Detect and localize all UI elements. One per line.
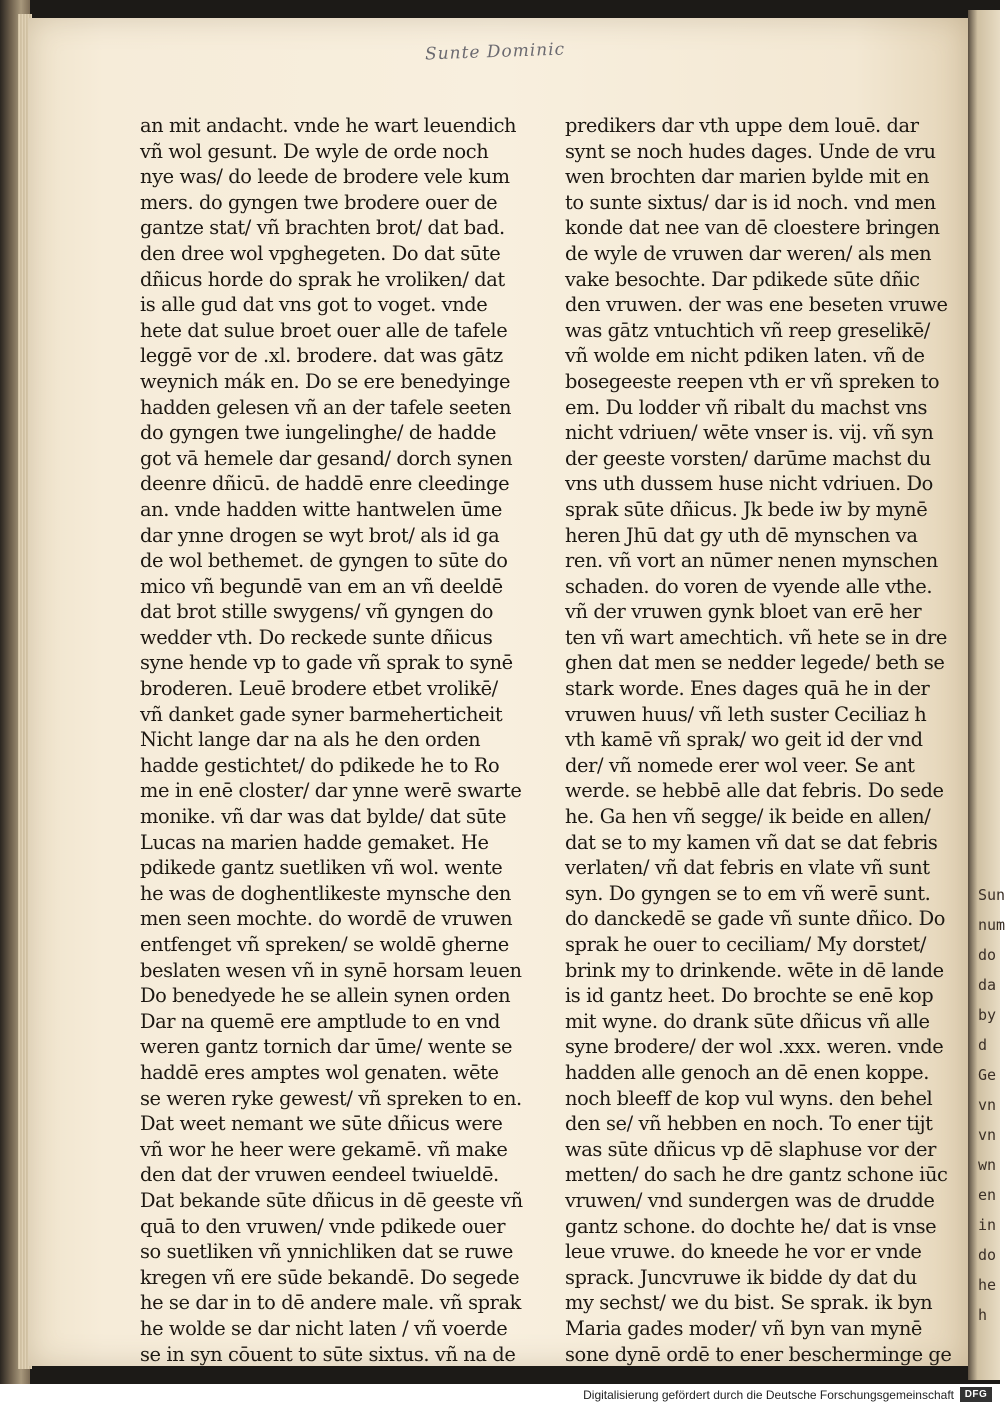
text-line: den se/ vñ hebben en noch. To ener tijt [565,1112,933,1136]
footer-bar [0,1384,1000,1406]
text-line: sprack. Juncvruwe ik bidde dy dat du [565,1265,917,1289]
text-line: sprak sūte dñicus. Jk bede iw by mynē [565,497,928,521]
text-line: brink my to drinkende. wēte in dē lande [565,958,944,982]
text-line: synt se noch hudes dages. Unde de vru [565,139,936,163]
text-line: kregen vñ ere sūde bekandē. Do segede [140,1265,520,1289]
text-line: vake besochte. Dar pdikede sūte dñic [565,267,920,291]
text-line: nye was/ do leede de brodere vele kum [140,165,510,189]
text-line: weynich mák en. Do se ere benedyinge [140,369,511,393]
text-line: was sūte dñicus vp dē slaphuse vor der [565,1137,937,1161]
text-line: syne brodere/ der wol .xxx. weren. vnde [565,1035,944,1059]
text-line: verlaten/ vñ dat febris en vlate vñ sunt [565,856,930,880]
text-line: entfenget vñ spreken/ se woldē gherne [140,933,509,956]
text-line: do danckedē se gade vñ sunte dñico. Do [565,907,946,931]
text-line: em. Du lodder vñ ribalt du machst vns [565,395,928,419]
text-line: he. Ga hen vñ segge/ ik beide en allen/ [565,805,931,829]
text-line: Nicht lange dar na als he den orden [140,728,481,752]
text-line: is id gantz heet. Do brochte se enē kop [565,984,934,1008]
dfg-logo: DFG [960,1387,992,1402]
text-line: den dat der vruwen eendeel twiueldē. [140,1163,499,1187]
text-line: Dar na quemē ere amptlude to en vnd [140,1009,501,1033]
text-line: an mit andacht. vnde he wart leuendich [140,114,517,137]
text-line: my sechst/ we du bist. Se sprak. ik byn [565,1291,933,1315]
text-line: bosegeeste reepen vth er vñ spreken to [565,369,940,393]
text-line: dar ynne drogen se wyt brot/ als id ga [140,523,500,547]
text-line: ren. vñ vort an nūmer nenen mynschen [565,549,938,573]
text-line: vñ der vruwen gynk bloet van erē her [565,600,922,624]
text-line: hadden alle genoch an dē enen koppe. [565,1060,930,1084]
text-line: hadden gelesen vñ an der tafele seeten [140,395,512,419]
text-line: got vā hemele dar gesand/ dorch synen [140,446,513,470]
text-line: he se dar in to dē andere male. vñ sprak [140,1291,522,1315]
text-line: mico vñ begundē van em an vñ deeldē [140,574,503,598]
text-line: haddē eres amptes wol genaten. wēte [140,1060,499,1084]
text-line: vruwen huus/ vñ leth suster Ceciliaz h [565,702,927,726]
text-line: Lucas na marien hadde gemaket. He [140,830,489,854]
text-line: vñ wor he heer were gekamē. vñ make [140,1137,508,1161]
text-line: predikers dar vth uppe dem louē. dar [565,114,919,137]
text-line: is alle gud dat vns got to voget. vnde [140,293,488,317]
text-line: gantze stat/ vñ brachten brot/ dat bad. [140,216,505,240]
text-line: stark worde. Enes dages quā he in der [565,677,930,701]
text-line: hadde gestichtet/ do pdikede he to Ro [140,753,500,777]
text-line: de wol bethemet. de gyngen to sūte do [140,549,508,573]
text-line: syne hende vp to gade vñ sprak to synē [140,651,513,675]
text-line: vñ wolde em nicht pdiken laten. vñ de [565,344,925,368]
text-line: Dat weet nemant we sūte dñicus were [140,1112,503,1136]
right-text-column [565,113,952,1367]
text-line: men seen mochte. do wordē de vruwen [140,907,513,931]
text-line: vns uth dussem huse nicht vdriuen. Do [565,472,933,496]
text-line: deenre dñicū. de haddē enre cleedinge [140,472,510,496]
text-line: ghen dat men se nedder legede/ beth se [565,651,945,675]
text-line: Dat bekande sūte dñicus in dē geeste vñ [140,1188,523,1212]
handwritten-annotation: Sunte Dominic [424,39,566,65]
text-line: leggē vor de .xl. brodere. dat was gātz [140,344,503,368]
text-line: dñicus horde do sprak he vroliken/ dat [140,267,505,291]
text-line: beslaten wesen vñ in synē horsam leuen [140,958,522,982]
text-line: noch bleeff de kop vul wyns. den behel [565,1086,933,1110]
neighbor-page-fragments: Sun num do da by d Ge vn vn wn en in do he h [978,886,1005,1324]
text-line: Do benedyede he se allein synen orden [140,984,511,1008]
text-line: vruwen/ vnd sundergen was de drudde [565,1188,935,1212]
text-line: an. vnde hadden witte hantwelen ūme [140,497,502,521]
text-line: sprak he ouer to ceciliam/ My dorstet/ [565,933,927,956]
text-line: quā to den vruwen/ vnde pdikede ouer [140,1214,506,1238]
text-line: Maria gades moder/ vñ byn van mynē [565,1316,922,1340]
text-line: nicht vdriuen/ wēte vnser is. vij. vñ syn [565,421,934,445]
text-line: den vruwen. der was ene beseten vruwe [565,293,948,317]
text-line: he wolde se dar nicht laten / vñ voerde [140,1316,508,1340]
text-line: broderen. Leuē brodere etbet vrolikē/ [140,677,498,701]
text-line: hete dat sulue broet ouer alle de tafele [140,318,508,342]
text-line: do gyngen twe iungelinghe/ de hadde [140,421,497,445]
funding-credit: Digitalisierung gefördert durch die Deutsche Forschungsgemeinschaft [583,1388,954,1402]
text-line: metten/ do sach he dre gantz schone iūc [565,1163,948,1187]
text-line: der/ vñ nomede erer wol veer. Se ant [565,753,915,777]
text-line: mit wyne. do drank sūte dñicus vñ alle [565,1009,930,1033]
text-line: dat brot stille swygens/ vñ gyngen do [140,600,494,624]
text-line: schaden. do voren de vyende alle vthe. [565,574,933,598]
text-line: dat se to my kamen vñ dat se dat febris [565,830,938,854]
text-line: me in enē closter/ dar ynne werē swarte [140,779,522,803]
text-line: sone dynē ordē to ener bescherminge ge [565,1342,952,1366]
text-line: konde dat nee van dē cloestere bringen [565,216,940,240]
text-line: wedder vth. Do reckede sunte dñicus [140,625,493,649]
text-line: gantz schone. do dochte he/ dat is vnse [565,1214,937,1238]
text-line: der geeste vorsten/ darūme machst du [565,446,931,470]
text-line: vñ danket gade syner barmeherticheit [140,702,503,726]
text-line: den dree wol vpghegeten. Do dat sūte [140,241,501,265]
text-line: de wyle de vruwen dar weren/ als men [565,241,932,265]
text-line: werde. se hebbē alle dat febris. Do sede [565,779,944,803]
text-line: vth kamē vñ sprak/ wo geit id der vnd [565,728,923,752]
text-line: se in syn cōuent to sūte sixtus. vñ na de [140,1342,516,1366]
text-line: was gātz vntuchtich vñ reep greselikē/ [565,318,930,342]
text-line: monike. vñ dar was dat bylde/ dat sūte [140,805,507,829]
left-text-column [140,113,523,1367]
text-line: weren gantz tornich dar ūme/ wente se [140,1035,513,1059]
text-line: se weren ryke gewest/ vñ spreken to en. [140,1086,522,1110]
text-line: wen brochten dar marien bylde mit en [565,165,930,189]
text-line: so suetliken vñ ynnichliken dat se ruwe [140,1240,513,1264]
text-line: he was de doghentlikeste mynsche den [140,881,511,905]
text-line: pdikede gantz suetliken vñ wol. wente [140,856,503,880]
text-line: heren Jhū dat gy uth dē mynschen va [565,523,918,547]
text-line: leue vruwe. do kneede he vor er vnde [565,1240,922,1264]
text-line: vñ wol gesunt. De wyle de orde noch [140,139,489,163]
text-line: ten vñ wart amechtich. vñ hete se in dre [565,625,947,649]
text-line: mers. do gyngen twe brodere ouer de [140,190,498,214]
text-line: syn. Do gyngen se to em vñ werē sunt. [565,881,931,905]
text-line: to sunte sixtus/ dar is id noch. vnd men [565,190,936,214]
